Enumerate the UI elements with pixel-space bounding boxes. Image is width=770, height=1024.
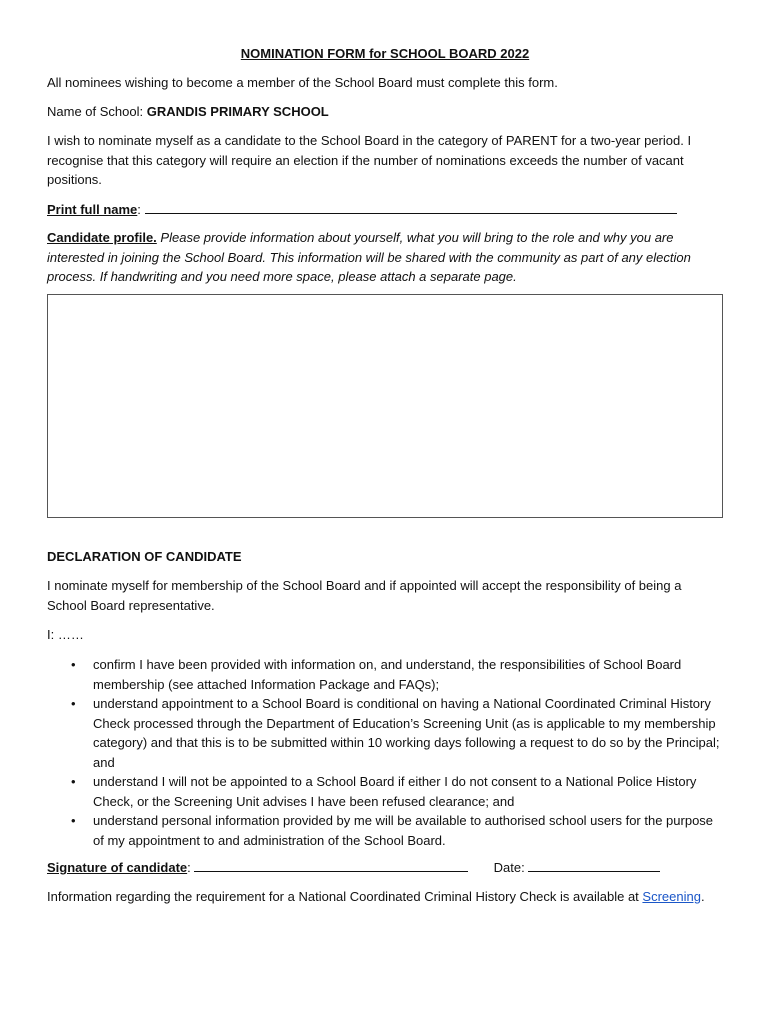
date-label: Date: — [493, 860, 525, 875]
school-row — [47, 102, 723, 122]
print-name-field[interactable] — [145, 199, 677, 214]
bullet-icon: • — [71, 774, 76, 789]
declaration-item: • understand personal information provided by me will be available to authorised school users for the purpose of my appointment to and administration of the School Board. — [71, 813, 714, 848]
form-title: NOMINATION FORM for SCHOOL BOARD 2022 — [240, 46, 530, 61]
bullet-icon: • — [71, 696, 76, 711]
declaration-i-line: I: …… — [47, 627, 84, 642]
signature-row: Signature of candidate: Date: — [47, 857, 723, 878]
screening-link[interactable]: Screening — [642, 889, 701, 904]
declaration-list-block — [47, 655, 723, 850]
profile-instructions-block — [47, 228, 723, 287]
declaration-heading: DECLARATION OF CANDIDATE — [47, 549, 242, 564]
declaration-item: • confirm I have been provided with information on, and understand, the responsibilities of School Board membership (see attached Information Package and FAQs); — [71, 657, 682, 692]
print-name-label: Print full name — [47, 202, 138, 217]
signature-label: Signature of candidate — [47, 860, 188, 875]
declaration-item: • understand I will not be appointed to a School Board if either I do not consent to a National Police History Check, or the Screening Unit advises I have been refused clearance; and — [71, 774, 697, 809]
nomination-statement: I wish to nominate myself as a candidate to the School Board in the category of PARENT for a two-year period. I recognise that this category will require an election if the number of nominations exceeds the number of vacant positions. — [47, 133, 692, 187]
profile-instructions: Please provide information about yourself, what you will bring to the role and why you are interested in joining the School Board. This information will be shared with the community as part of any election process. If handwriting and you need more space, please attach a separate page. — [47, 230, 691, 284]
bullet-icon: • — [71, 813, 76, 828]
declaration-statement: I nominate myself for membership of the School Board and if appointed will accept the responsibility of being a School Board representative. — [47, 578, 682, 613]
footer-info-text: Information regarding the requirement for a National Coordinated Criminal History Check is available at — [47, 889, 639, 904]
declaration-list — [47, 655, 723, 850]
date-field[interactable] — [528, 857, 660, 872]
school-label: Name of School: — [47, 104, 144, 119]
candidate-profile-box[interactable] — [47, 294, 723, 518]
bullet-icon: • — [71, 657, 76, 672]
intro-text: All nominees wishing to become a member of the School Board must complete this form. — [47, 75, 558, 90]
footer-period: . — [700, 889, 705, 904]
profile-label: Candidate profile. — [47, 230, 157, 245]
school-name: GRANDIS PRIMARY SCHOOL — [146, 104, 329, 119]
print-name-row: Print full name: — [47, 199, 723, 220]
declaration-item: • understand appointment to a School Board is conditional on having a National Coordinated Criminal History Check processed through the Department of Education’s Screening Unit (as is applicable to my membership category) and that this is to be submitted within 10 working days following a request to do so by the Principal; and — [71, 696, 720, 770]
signature-field[interactable] — [194, 857, 468, 872]
footer-info — [47, 887, 723, 907]
